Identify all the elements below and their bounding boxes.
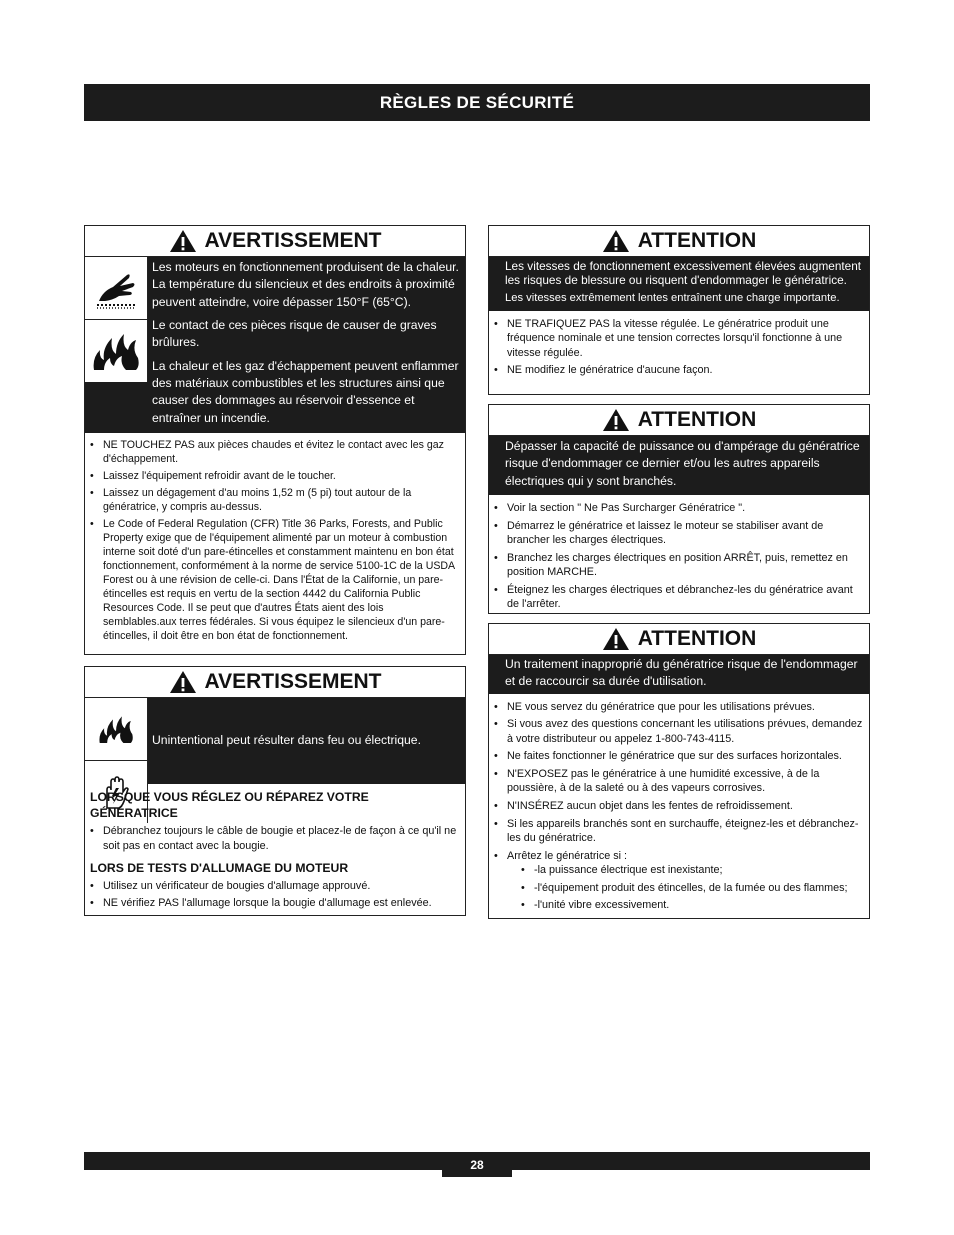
- caution-title: ATTENTION: [489, 226, 869, 257]
- warning-instructions-list: [85, 877, 465, 918]
- caution-instructions-list: [489, 311, 869, 385]
- caution-title: ATTENTION: [489, 624, 869, 655]
- fire-icon: [85, 698, 148, 761]
- warning-hazard-text: Les moteurs en fonctionnement produisent de la chaleur. La température du silencieux et des endroits à proximité peuvent atteindre, voire dépasser 150°F (65°C). Le contact de ces pièces risque de causer de graves brûlures. La chaleur et les gaz d'échappement peuvent enflammer des matériaux combustibles et les structures ainsi que causer des dommages au réservoir d'essence et entraîner un incendie.: [152, 260, 459, 425]
- list-item: • Si vous avez des questions concernant les utilisations prévues, demandez à votre distributeur ou appelez 1-800-743-4115.: [507, 717, 866, 746]
- warning-triangle-icon: [602, 408, 630, 432]
- warning-triangle-icon: [602, 627, 630, 651]
- warning-hazard-text: Unintentional peut résulter dans feu ou électrique.: [152, 732, 421, 747]
- caution-box-misuse: [488, 623, 870, 919]
- warning-triangle-icon: [169, 229, 197, 253]
- section-heading: LORSQUE VOUS RÉGLEZ OU RÉPAREZ VOTRE GÉNÉRATRICE: [90, 790, 369, 821]
- section-header: [84, 84, 870, 121]
- warning-instructions-list: [85, 822, 465, 860]
- list-item: • Démarrez le génératrice et laissez le moteur se stabiliser avant de brancher les charges électriques.: [507, 519, 863, 548]
- warning-hazard-panel: [85, 257, 465, 433]
- warning-title: AVERTISSEMENT: [85, 226, 465, 257]
- list-item: • -la puissance électrique est inexistante;: [534, 863, 866, 878]
- caution-box-speed: [488, 225, 870, 395]
- caution-hazard-panel: Un traitement inapproprié du génératrice risque de l'endommager et de raccourcir sa durée d'utilisation.: [489, 655, 869, 694]
- list-item: • Éteignez les charges électriques et débranchez-les du génératrice avant de l'arrêter.: [507, 583, 863, 612]
- list-item: • Si les appareils branchés sont en surchauffe, éteignez-les et débranchez-les du génératrice.: [507, 817, 866, 846]
- warning-hazard-panel: [85, 698, 465, 784]
- list-item: • NE vérifiez PAS l'allumage lorsque la bougie d'allumage est enlevée.: [103, 896, 459, 911]
- caution-hazard-panel: Dépasser la capacité de puissance ou d'ampérage du génératrice risque d'endommager ce dernier et/ou les autres appareils électriques qui y sont branchés.: [489, 436, 869, 495]
- hot-surface-icon: [85, 257, 148, 320]
- list-item: • NE vous servez du génératrice que pour les utilisations prévues.: [507, 700, 866, 715]
- warning-box-hot-surface: [84, 225, 466, 655]
- warning-triangle-icon: [602, 229, 630, 253]
- list-item: • Utilisez un vérificateur de bougies d'allumage approuvé.: [103, 879, 459, 894]
- fire-icon: [85, 320, 148, 382]
- warning-triangle-icon: [169, 670, 197, 694]
- list-item: • Laissez l'équipement refroidir avant de le toucher.: [103, 470, 459, 484]
- warning-instructions-list: [85, 433, 465, 651]
- list-item: • -l'équipement produit des étincelles, de la fumée ou des flammes;: [534, 881, 866, 896]
- list-item: • Arrêtez le génératrice si : • -la puissance électrique est inexistante; • -l'équipement produit des étincelles, de la fumée ou des flammes; • -l'unité vibre excessivement.: [507, 849, 866, 913]
- list-item: • Ne faites fonctionner le génératrice que sur des surfaces horizontales.: [507, 749, 866, 764]
- list-item: • Laissez un dégagement d'au moins 1,52 m (5 pi) tout autour de la génératrice, y compris au-dessus.: [103, 487, 459, 515]
- list-item: • Le Code of Federal Regulation (CFR) Title 36 Parks, Forests, and Public Property exige que de l'équipement alimenté par un moteur à combustion interne soit doté d'un pare-étincelles et constamment maintenu en bon état fonctionnement, conformément à la norme de service 5100-1C de la USDA Forest ou à une révision de celle-ci. Dans l'État de la Californie, un pare-étincelles est requis en vertu de la section 4442 du California Public Resources Code. Il se peut que d'autres États aient des lois semblables.aux terres fédérales. Si vous équipez le silencieux d'un pare-étincelles, il doit être en bon état de fonctionnement.: [103, 518, 459, 644]
- list-item: • NE TOUCHEZ PAS aux pièces chaudes et évitez le contact avec les gaz d'échappement.: [103, 439, 459, 467]
- list-item: • N'INSÉREZ aucun objet dans les fentes de refroidissement.: [507, 799, 866, 814]
- warning-title: AVERTISSEMENT: [85, 667, 465, 698]
- list-item: • N'EXPOSEZ pas le génératrice à une humidité excessive, à de la poussière, à de la saleté ou à des vapeurs corrosives.: [507, 767, 866, 796]
- caution-hazard-panel: Les vitesses de fonctionnement excessivement élevées augmentent les risques de blessure ou risquent d'endommager le génératrice. Les vitesses extrêmement lentes entraînent une charge importante.: [489, 257, 869, 311]
- section-title: RÈGLES DE SÉCURITÉ: [379, 92, 575, 112]
- list-item: • -l'unité vibre excessivement.: [534, 898, 866, 913]
- list-item: • Voir la section " Ne Pas Surcharger Génératrice ".: [507, 501, 863, 516]
- caution-box-overload: [488, 404, 870, 614]
- page-number: 28: [442, 1152, 512, 1177]
- warning-box-fire-shock: [84, 666, 466, 916]
- list-item: • NE modifiez le génératrice d'aucune façon.: [507, 363, 863, 378]
- caution-instructions-list: [489, 495, 869, 619]
- caution-instructions-list: [489, 694, 869, 920]
- list-item: • Branchez les charges électriques en position ARRÊT, puis, remettez en position MARCHE.: [507, 551, 863, 580]
- section-heading: LORS DE TESTS D'ALLUMAGE DU MOTEUR: [90, 861, 349, 876]
- list-item: • Débranchez toujours le câble de bougie et placez-le de façon à ce qu'il ne soit pas en contact avec la bougie.: [103, 824, 459, 853]
- caution-title: ATTENTION: [489, 405, 869, 436]
- stop-conditions-list: [507, 863, 866, 913]
- list-item: • NE TRAFIQUEZ PAS la vitesse régulée. Le génératrice produit une fréquence nominale et une tension correctes lorsqu'il fonctionne à une vitesse régulée.: [507, 317, 863, 361]
